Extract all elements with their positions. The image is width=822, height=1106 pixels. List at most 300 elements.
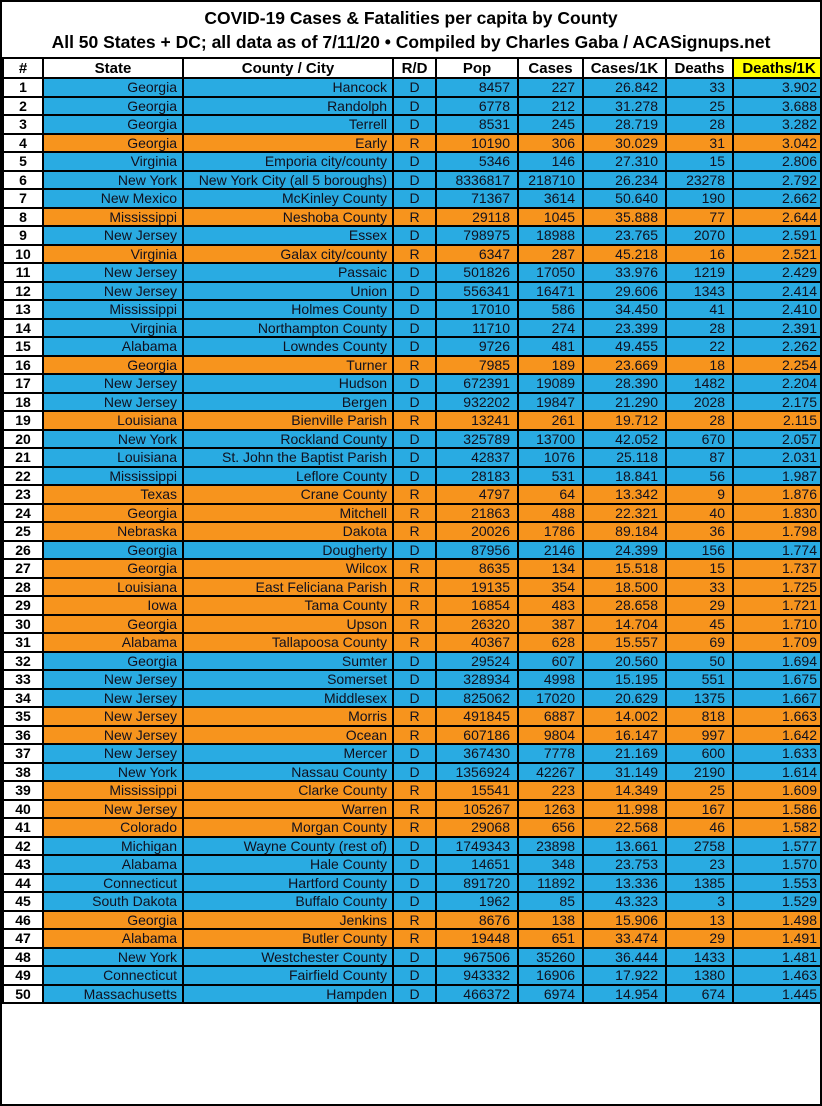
cell-state: Nebraska bbox=[43, 522, 183, 541]
cell-county: Hampden bbox=[183, 985, 393, 1004]
cell-deaths: 2070 bbox=[666, 226, 733, 245]
cell-cases-per-1k: 20.560 bbox=[583, 652, 666, 671]
cell-rank: 8 bbox=[3, 208, 43, 227]
table-row bbox=[3, 541, 822, 560]
cell-county: Tallapoosa County bbox=[183, 633, 393, 652]
cell-cases: 18988 bbox=[518, 226, 583, 245]
table-row bbox=[3, 966, 822, 985]
cell-deaths-per-1k: 2.031 bbox=[733, 448, 822, 467]
cell-deaths: 18 bbox=[666, 356, 733, 375]
column-header-county: County / City bbox=[183, 58, 393, 78]
cell-county: Bienville Parish bbox=[183, 411, 393, 430]
cell-rank: 41 bbox=[3, 818, 43, 837]
cell-rank: 5 bbox=[3, 152, 43, 171]
cell-deaths-per-1k: 1.582 bbox=[733, 818, 822, 837]
table-row bbox=[3, 189, 822, 208]
cell-rank: 50 bbox=[3, 985, 43, 1004]
cell-state: Michigan bbox=[43, 837, 183, 856]
cell-state: Georgia bbox=[43, 356, 183, 375]
cell-party: D bbox=[393, 448, 436, 467]
cell-county: Lowndes County bbox=[183, 337, 393, 356]
cell-deaths-per-1k: 2.792 bbox=[733, 171, 822, 190]
cell-state: South Dakota bbox=[43, 892, 183, 911]
cell-party: R bbox=[393, 578, 436, 597]
cell-cases: 1263 bbox=[518, 800, 583, 819]
cell-party: D bbox=[393, 189, 436, 208]
cell-rank: 20 bbox=[3, 430, 43, 449]
cell-rank: 24 bbox=[3, 504, 43, 523]
cell-cases: 6974 bbox=[518, 985, 583, 1004]
cell-party: D bbox=[393, 115, 436, 134]
cell-cases: 16471 bbox=[518, 282, 583, 301]
cell-rank: 26 bbox=[3, 541, 43, 560]
cell-deaths-per-1k: 1.642 bbox=[733, 726, 822, 745]
cell-cases-per-1k: 14.349 bbox=[583, 781, 666, 800]
cell-deaths: 69 bbox=[666, 633, 733, 652]
cell-pop: 105267 bbox=[436, 800, 518, 819]
cell-cases: 261 bbox=[518, 411, 583, 430]
cell-county: Dougherty bbox=[183, 541, 393, 560]
cell-cases: 17050 bbox=[518, 263, 583, 282]
cell-party: D bbox=[393, 689, 436, 708]
cell-rank: 30 bbox=[3, 615, 43, 634]
cell-county: Fairfield County bbox=[183, 966, 393, 985]
table-row bbox=[3, 319, 822, 338]
cell-cases-per-1k: 50.640 bbox=[583, 189, 666, 208]
cell-cases: 23898 bbox=[518, 837, 583, 856]
cell-county: Morris bbox=[183, 707, 393, 726]
cell-deaths: 36 bbox=[666, 522, 733, 541]
cell-deaths: 156 bbox=[666, 541, 733, 560]
cell-state: Georgia bbox=[43, 504, 183, 523]
cell-deaths: 28 bbox=[666, 115, 733, 134]
cell-deaths: 25 bbox=[666, 781, 733, 800]
cell-pop: 8457 bbox=[436, 78, 518, 97]
cell-cases: 586 bbox=[518, 300, 583, 319]
cell-pop: 8676 bbox=[436, 911, 518, 930]
cell-cases: 138 bbox=[518, 911, 583, 930]
cell-cases: 481 bbox=[518, 337, 583, 356]
table-row bbox=[3, 97, 822, 116]
cell-cases-per-1k: 18.841 bbox=[583, 467, 666, 486]
cell-rank: 25 bbox=[3, 522, 43, 541]
cell-cases: 6887 bbox=[518, 707, 583, 726]
cell-cases: 19847 bbox=[518, 393, 583, 412]
cell-party: R bbox=[393, 911, 436, 930]
table-row bbox=[3, 800, 822, 819]
cell-rank: 6 bbox=[3, 171, 43, 190]
cell-state: Georgia bbox=[43, 652, 183, 671]
cell-rank: 16 bbox=[3, 356, 43, 375]
table-row bbox=[3, 134, 822, 153]
cell-party: R bbox=[393, 615, 436, 634]
cell-rank: 44 bbox=[3, 874, 43, 893]
cell-cases-per-1k: 30.029 bbox=[583, 134, 666, 153]
table-row bbox=[3, 115, 822, 134]
cell-deaths-per-1k: 2.262 bbox=[733, 337, 822, 356]
page-subtitle: All 50 States + DC; all data as of 7/11/20 • Compiled by Charles Gaba / ACASignups.net bbox=[51, 32, 771, 52]
cell-rank: 34 bbox=[3, 689, 43, 708]
cell-pop: 15541 bbox=[436, 781, 518, 800]
cell-pop: 1962 bbox=[436, 892, 518, 911]
cell-deaths: 23 bbox=[666, 855, 733, 874]
cell-rank: 33 bbox=[3, 670, 43, 689]
cell-deaths-per-1k: 1.481 bbox=[733, 948, 822, 967]
cell-rank: 32 bbox=[3, 652, 43, 671]
cell-pop: 556341 bbox=[436, 282, 518, 301]
cell-deaths: 28 bbox=[666, 319, 733, 338]
column-header-pop: Pop bbox=[436, 58, 518, 78]
cell-deaths: 15 bbox=[666, 559, 733, 578]
cell-state: New Jersey bbox=[43, 670, 183, 689]
cell-pop: 13241 bbox=[436, 411, 518, 430]
cell-deaths: 997 bbox=[666, 726, 733, 745]
cell-deaths-per-1k: 3.688 bbox=[733, 97, 822, 116]
cell-county: St. John the Baptist Parish bbox=[183, 448, 393, 467]
cell-rank: 27 bbox=[3, 559, 43, 578]
cell-pop: 8531 bbox=[436, 115, 518, 134]
cell-deaths-per-1k: 1.498 bbox=[733, 911, 822, 930]
column-header-deaths: Deaths bbox=[666, 58, 733, 78]
cell-rank: 48 bbox=[3, 948, 43, 967]
cell-party: R bbox=[393, 504, 436, 523]
cell-county: Leflore County bbox=[183, 467, 393, 486]
cell-deaths: 2028 bbox=[666, 393, 733, 412]
cell-deaths-per-1k: 1.633 bbox=[733, 744, 822, 763]
cell-pop: 40367 bbox=[436, 633, 518, 652]
cell-state: New Jersey bbox=[43, 226, 183, 245]
cell-cases-per-1k: 24.399 bbox=[583, 541, 666, 560]
cell-state: Louisiana bbox=[43, 578, 183, 597]
cell-deaths: 40 bbox=[666, 504, 733, 523]
cell-rank: 39 bbox=[3, 781, 43, 800]
cell-cases-per-1k: 18.500 bbox=[583, 578, 666, 597]
cell-pop: 19448 bbox=[436, 929, 518, 948]
cell-county: Upson bbox=[183, 615, 393, 634]
cell-state: Georgia bbox=[43, 115, 183, 134]
cell-cases-per-1k: 14.002 bbox=[583, 707, 666, 726]
cell-pop: 21863 bbox=[436, 504, 518, 523]
cell-county: Westchester County bbox=[183, 948, 393, 967]
column-header-rank: # bbox=[3, 58, 43, 78]
cell-deaths-per-1k: 2.057 bbox=[733, 430, 822, 449]
cell-deaths-per-1k: 1.987 bbox=[733, 467, 822, 486]
cell-party: R bbox=[393, 245, 436, 264]
cell-county: Turner bbox=[183, 356, 393, 375]
cell-county: Holmes County bbox=[183, 300, 393, 319]
cell-cases: 85 bbox=[518, 892, 583, 911]
table-row bbox=[3, 689, 822, 708]
cell-deaths-per-1k: 2.391 bbox=[733, 319, 822, 338]
cell-party: D bbox=[393, 837, 436, 856]
cell-cases-per-1k: 21.290 bbox=[583, 393, 666, 412]
cell-deaths: 9 bbox=[666, 485, 733, 504]
cell-cases: 656 bbox=[518, 818, 583, 837]
cell-cases-per-1k: 29.606 bbox=[583, 282, 666, 301]
cell-deaths-per-1k: 3.042 bbox=[733, 134, 822, 153]
table-row bbox=[3, 504, 822, 523]
cell-state: Iowa bbox=[43, 596, 183, 615]
cell-pop: 6778 bbox=[436, 97, 518, 116]
cell-deaths-per-1k: 2.254 bbox=[733, 356, 822, 375]
cell-deaths-per-1k: 1.876 bbox=[733, 485, 822, 504]
cell-party: D bbox=[393, 763, 436, 782]
table-row bbox=[3, 837, 822, 856]
cell-deaths-per-1k: 2.175 bbox=[733, 393, 822, 412]
cell-state: Mississippi bbox=[43, 781, 183, 800]
cell-pop: 29524 bbox=[436, 652, 518, 671]
table-row bbox=[3, 430, 822, 449]
cell-cases-per-1k: 23.399 bbox=[583, 319, 666, 338]
cell-cases-per-1k: 14.704 bbox=[583, 615, 666, 634]
cell-deaths-per-1k: 1.721 bbox=[733, 596, 822, 615]
cell-cases-per-1k: 35.888 bbox=[583, 208, 666, 227]
cell-cases: 223 bbox=[518, 781, 583, 800]
cell-state: New York bbox=[43, 430, 183, 449]
cell-state: Mississippi bbox=[43, 300, 183, 319]
cell-pop: 825062 bbox=[436, 689, 518, 708]
cell-pop: 672391 bbox=[436, 374, 518, 393]
cell-deaths: 674 bbox=[666, 985, 733, 1004]
cell-rank: 37 bbox=[3, 744, 43, 763]
cell-pop: 932202 bbox=[436, 393, 518, 412]
cell-cases-per-1k: 13.661 bbox=[583, 837, 666, 856]
cell-deaths-per-1k: 2.204 bbox=[733, 374, 822, 393]
cell-cases: 306 bbox=[518, 134, 583, 153]
table-row bbox=[3, 615, 822, 634]
cell-state: Virginia bbox=[43, 319, 183, 338]
cell-pop: 798975 bbox=[436, 226, 518, 245]
table-row bbox=[3, 855, 822, 874]
cell-county: East Feliciana Parish bbox=[183, 578, 393, 597]
cell-party: R bbox=[393, 633, 436, 652]
cell-cases-per-1k: 45.218 bbox=[583, 245, 666, 264]
cell-deaths-per-1k: 2.115 bbox=[733, 411, 822, 430]
cell-deaths-per-1k: 1.609 bbox=[733, 781, 822, 800]
cell-cases: 13700 bbox=[518, 430, 583, 449]
cell-deaths-per-1k: 1.570 bbox=[733, 855, 822, 874]
cell-deaths-per-1k: 3.282 bbox=[733, 115, 822, 134]
cell-pop: 42837 bbox=[436, 448, 518, 467]
cell-rank: 10 bbox=[3, 245, 43, 264]
cell-deaths: 46 bbox=[666, 818, 733, 837]
cell-rank: 18 bbox=[3, 393, 43, 412]
table-row bbox=[3, 633, 822, 652]
cell-cases-per-1k: 26.842 bbox=[583, 78, 666, 97]
cell-cases-per-1k: 42.052 bbox=[583, 430, 666, 449]
cell-cases: 218710 bbox=[518, 171, 583, 190]
cell-cases: 134 bbox=[518, 559, 583, 578]
cell-county: Buffalo County bbox=[183, 892, 393, 911]
cell-cases-per-1k: 25.118 bbox=[583, 448, 666, 467]
cell-deaths-per-1k: 1.725 bbox=[733, 578, 822, 597]
cell-cases-per-1k: 49.455 bbox=[583, 337, 666, 356]
cell-party: D bbox=[393, 744, 436, 763]
cell-state: Virginia bbox=[43, 152, 183, 171]
cell-cases: 7778 bbox=[518, 744, 583, 763]
cell-party: R bbox=[393, 929, 436, 948]
cell-cases-per-1k: 19.712 bbox=[583, 411, 666, 430]
cell-deaths-per-1k: 1.445 bbox=[733, 985, 822, 1004]
cell-party: D bbox=[393, 319, 436, 338]
table-row bbox=[3, 263, 822, 282]
cell-cases: 274 bbox=[518, 319, 583, 338]
cell-county: Nassau County bbox=[183, 763, 393, 782]
cell-county: McKinley County bbox=[183, 189, 393, 208]
cell-rank: 3 bbox=[3, 115, 43, 134]
cell-pop: 10190 bbox=[436, 134, 518, 153]
cell-deaths: 13 bbox=[666, 911, 733, 930]
table-row bbox=[3, 670, 822, 689]
cell-state: Alabama bbox=[43, 929, 183, 948]
cell-state: New Jersey bbox=[43, 282, 183, 301]
table-row bbox=[3, 985, 822, 1004]
cell-pop: 491845 bbox=[436, 707, 518, 726]
cell-deaths-per-1k: 2.521 bbox=[733, 245, 822, 264]
title-block bbox=[2, 2, 820, 57]
cell-deaths-per-1k: 1.663 bbox=[733, 707, 822, 726]
page-title: COVID-19 Cases & Fatalities per capita by County bbox=[204, 8, 618, 28]
cell-cases: 1786 bbox=[518, 522, 583, 541]
cell-rank: 14 bbox=[3, 319, 43, 338]
cell-county: Neshoba County bbox=[183, 208, 393, 227]
cell-county: Randolph bbox=[183, 97, 393, 116]
cell-party: D bbox=[393, 171, 436, 190]
cell-deaths-per-1k: 1.710 bbox=[733, 615, 822, 634]
cell-county: Clarke County bbox=[183, 781, 393, 800]
cell-county: Middlesex bbox=[183, 689, 393, 708]
cell-county: Morgan County bbox=[183, 818, 393, 837]
cell-deaths: 28 bbox=[666, 411, 733, 430]
cell-state: Massachusetts bbox=[43, 985, 183, 1004]
cell-pop: 501826 bbox=[436, 263, 518, 282]
cell-state: New Jersey bbox=[43, 744, 183, 763]
cell-cases: 11892 bbox=[518, 874, 583, 893]
cell-party: D bbox=[393, 874, 436, 893]
cell-party: D bbox=[393, 152, 436, 171]
cell-rank: 23 bbox=[3, 485, 43, 504]
table-row bbox=[3, 374, 822, 393]
cell-rank: 2 bbox=[3, 97, 43, 116]
cell-state: New Mexico bbox=[43, 189, 183, 208]
cell-cases: 2146 bbox=[518, 541, 583, 560]
county-data-table bbox=[2, 57, 822, 1004]
cell-rank: 36 bbox=[3, 726, 43, 745]
cell-state: Alabama bbox=[43, 633, 183, 652]
cell-county: Crane County bbox=[183, 485, 393, 504]
cell-rank: 21 bbox=[3, 448, 43, 467]
table-row bbox=[3, 245, 822, 264]
cell-county: Essex bbox=[183, 226, 393, 245]
cell-party: D bbox=[393, 948, 436, 967]
cell-party: D bbox=[393, 430, 436, 449]
cell-county: Northampton County bbox=[183, 319, 393, 338]
cell-cases: 64 bbox=[518, 485, 583, 504]
table-row bbox=[3, 226, 822, 245]
cell-state: New York bbox=[43, 171, 183, 190]
cell-rank: 43 bbox=[3, 855, 43, 874]
cell-deaths: 41 bbox=[666, 300, 733, 319]
cell-deaths: 50 bbox=[666, 652, 733, 671]
cell-cases: 531 bbox=[518, 467, 583, 486]
cell-deaths-per-1k: 1.553 bbox=[733, 874, 822, 893]
cell-pop: 325789 bbox=[436, 430, 518, 449]
table-row bbox=[3, 448, 822, 467]
cell-deaths-per-1k: 2.662 bbox=[733, 189, 822, 208]
cell-rank: 47 bbox=[3, 929, 43, 948]
cell-cases: 1076 bbox=[518, 448, 583, 467]
cell-deaths: 29 bbox=[666, 929, 733, 948]
cell-deaths: 31 bbox=[666, 134, 733, 153]
cell-cases: 348 bbox=[518, 855, 583, 874]
cell-cases-per-1k: 16.147 bbox=[583, 726, 666, 745]
cell-cases: 4998 bbox=[518, 670, 583, 689]
cell-party: R bbox=[393, 559, 436, 578]
table-body bbox=[3, 78, 822, 1003]
cell-cases-per-1k: 14.954 bbox=[583, 985, 666, 1004]
table-row bbox=[3, 929, 822, 948]
cell-cases-per-1k: 13.342 bbox=[583, 485, 666, 504]
cell-state: Texas bbox=[43, 485, 183, 504]
table-row bbox=[3, 393, 822, 412]
cell-deaths: 3 bbox=[666, 892, 733, 911]
cell-rank: 45 bbox=[3, 892, 43, 911]
cell-cases-per-1k: 36.444 bbox=[583, 948, 666, 967]
table-row bbox=[3, 522, 822, 541]
cell-party: D bbox=[393, 670, 436, 689]
cell-county: New York City (all 5 boroughs) bbox=[183, 171, 393, 190]
cell-state: Virginia bbox=[43, 245, 183, 264]
cell-party: R bbox=[393, 781, 436, 800]
cell-state: New Jersey bbox=[43, 374, 183, 393]
cell-party: R bbox=[393, 485, 436, 504]
cell-rank: 11 bbox=[3, 263, 43, 282]
cell-deaths: 2758 bbox=[666, 837, 733, 856]
column-header-state: State bbox=[43, 58, 183, 78]
cell-pop: 1356924 bbox=[436, 763, 518, 782]
cell-deaths: 87 bbox=[666, 448, 733, 467]
cell-deaths: 25 bbox=[666, 97, 733, 116]
cell-deaths-per-1k: 1.737 bbox=[733, 559, 822, 578]
cell-deaths: 45 bbox=[666, 615, 733, 634]
table-row bbox=[3, 744, 822, 763]
cell-cases-per-1k: 34.450 bbox=[583, 300, 666, 319]
cell-cases: 227 bbox=[518, 78, 583, 97]
table-row bbox=[3, 356, 822, 375]
cell-cases-per-1k: 15.906 bbox=[583, 911, 666, 930]
table-row bbox=[3, 467, 822, 486]
cell-party: D bbox=[393, 226, 436, 245]
cell-pop: 71367 bbox=[436, 189, 518, 208]
cell-rank: 49 bbox=[3, 966, 43, 985]
cell-deaths-per-1k: 1.675 bbox=[733, 670, 822, 689]
cell-party: R bbox=[393, 208, 436, 227]
cell-party: D bbox=[393, 374, 436, 393]
table-row bbox=[3, 559, 822, 578]
cell-county: Bergen bbox=[183, 393, 393, 412]
table-row bbox=[3, 282, 822, 301]
cell-state: New Jersey bbox=[43, 726, 183, 745]
cell-party: R bbox=[393, 134, 436, 153]
cell-cases-per-1k: 31.278 bbox=[583, 97, 666, 116]
cell-cases: 17020 bbox=[518, 689, 583, 708]
cell-deaths: 2190 bbox=[666, 763, 733, 782]
cell-pop: 14651 bbox=[436, 855, 518, 874]
cell-rank: 13 bbox=[3, 300, 43, 319]
cell-party: D bbox=[393, 966, 436, 985]
cell-party: R bbox=[393, 411, 436, 430]
cell-rank: 12 bbox=[3, 282, 43, 301]
